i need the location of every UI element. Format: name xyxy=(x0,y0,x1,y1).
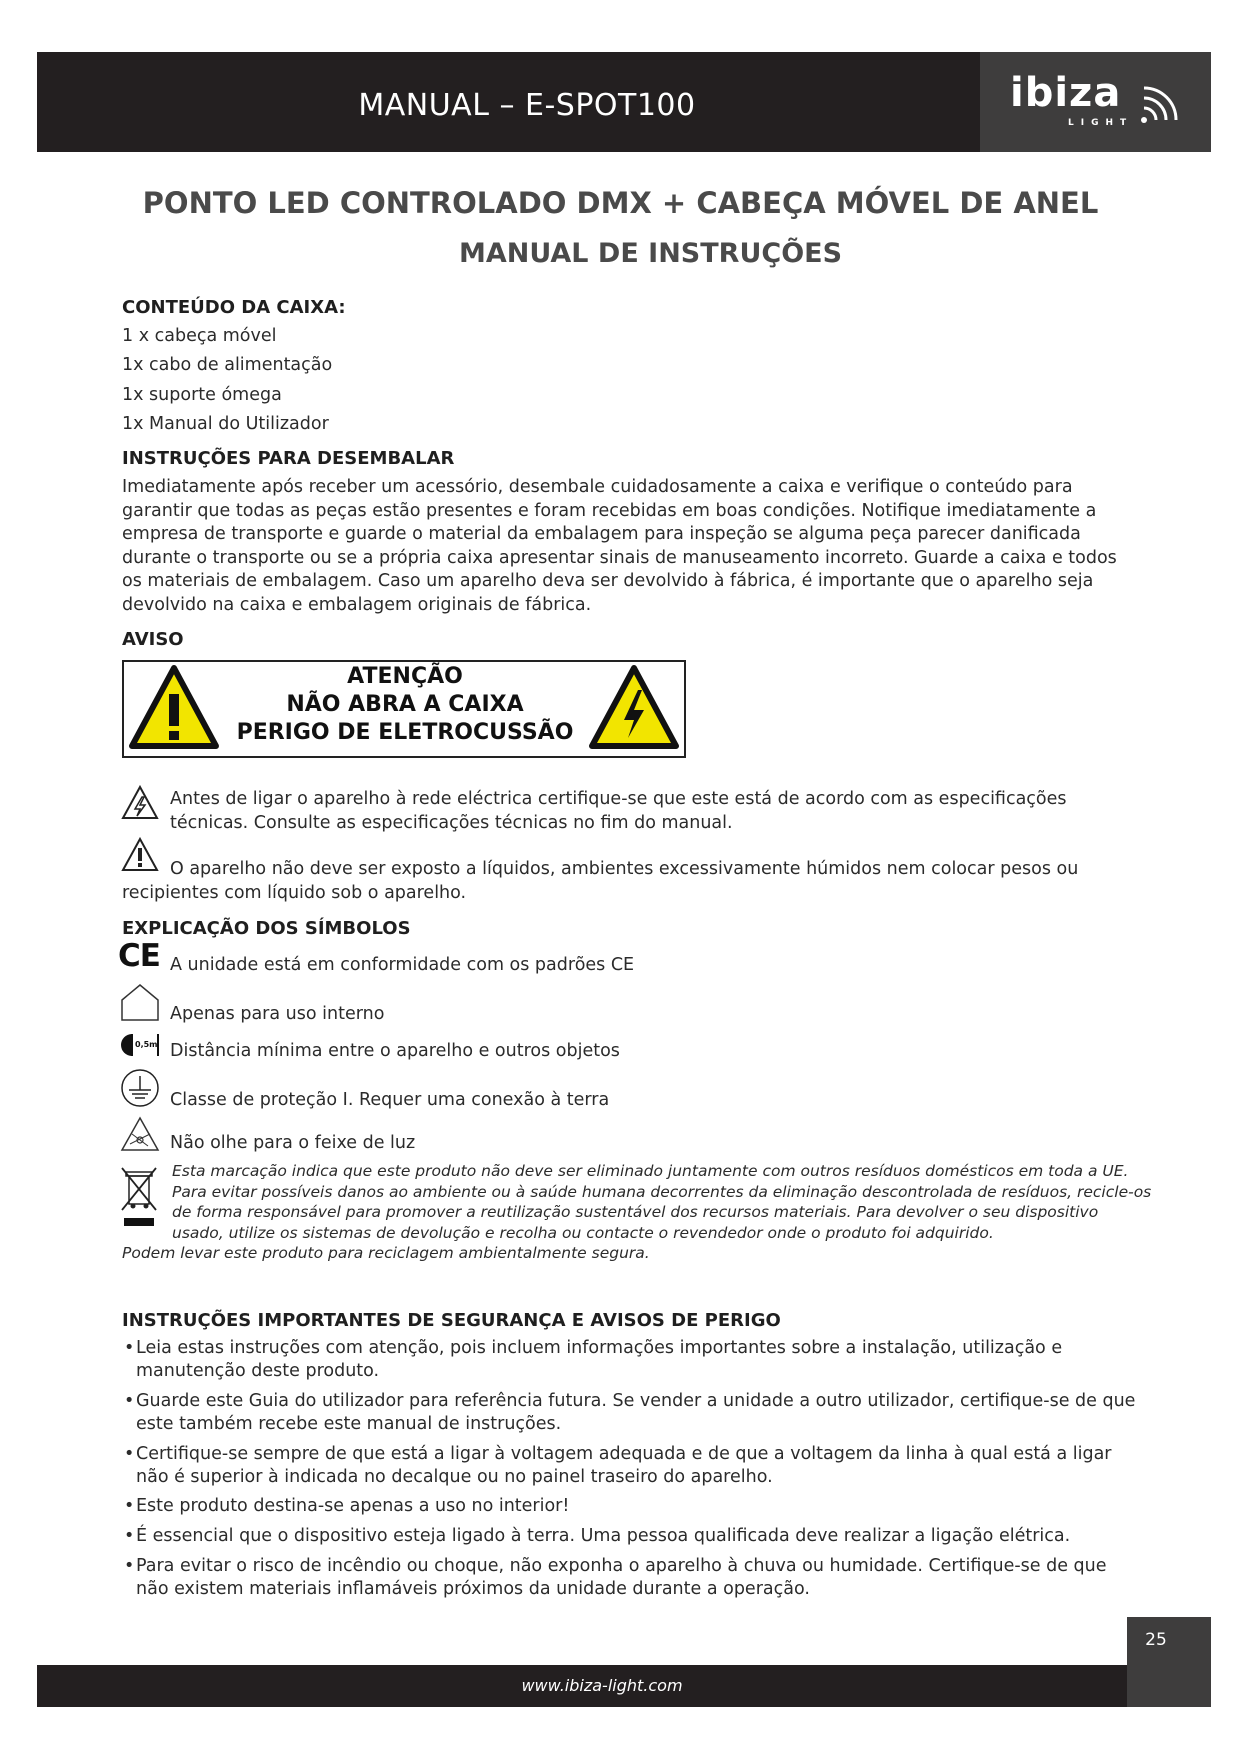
exclamation-warning-icon xyxy=(126,662,222,754)
distance-label: 0,5m xyxy=(135,1040,158,1049)
symbols-heading: EXPLICAÇÃO DOS SÍMBOLOS xyxy=(122,918,411,939)
warning-line: NÃO ABRA A CAIXA xyxy=(286,692,524,717)
electric-shock-warning-icon xyxy=(586,662,682,754)
unpacking-heading: INSTRUÇÕES PARA DESEMBALAR xyxy=(122,448,455,469)
laser-beam-warning-icon xyxy=(120,1116,160,1152)
warning-line: PERIGO DE ELETROCUSSÃO xyxy=(236,720,574,745)
warning-note-liquids: O aparelho não deve ser exposto a líquidos, ambientes excessivamente húmidos nem colocar pesos ou recipientes com líquido sob o aparelho. xyxy=(122,859,1079,903)
weee-bin-icon xyxy=(118,1164,160,1228)
safety-item-text: Leia estas instruções com atenção, pois incluem informações importantes sobre a instalação, utilização e manutenção deste produto. xyxy=(136,1338,1063,1381)
document-subtitle: MANUAL DE INSTRUÇÕES xyxy=(458,238,843,269)
bullet: • xyxy=(124,1556,135,1576)
symbol-description: Distância mínima entre o aparelho e outros objetos xyxy=(170,1041,620,1061)
indoor-house-icon xyxy=(120,982,160,1022)
weee-text-last: Podem levar este produto para reciclagem ambientalmente segura. xyxy=(122,1244,650,1262)
weee-text: Esta marcação indica que este produto não deve ser eliminado juntamente com outros resíduos domésticos em toda a UE. Para evitar possíveis danos ao ambiente ou à saúde humana decorrentes da eliminação descontrolada de resíduos, recicle-os de forma responsável para promover a reutilização sustentável dos recursos materiais. Para devolver o seu dispositivo usado, utilize os sistemas de devolução e recolha ou contacte o revendedor onde o produto foi adquirido. xyxy=(172,1162,1152,1242)
header-title: MANUAL – E-SPOT100 xyxy=(358,88,696,123)
brand-logo-text: ibiza xyxy=(1010,70,1122,116)
unpacking-text: Imediatamente após receber um acessório, desembale cuidadosamente a caixa e verifique o conteúdo para garantir que todas as peças estão presentes e foram recebidas em boas condições. Notifique imediatamente a empresa de transporte e guarde o material da embalagem para inspeção se alguma peça parecer danificada durante o transporte ou se a própria caixa apresentar sinais de manuseamento incorreto. Guarde a caixa e todos os materiais de embalagem. Caso um aparelho deva ser devolvido à fábrica, é importante que o aparelho seja devolvido na caixa e embalagem originais de fábrica. xyxy=(122,477,1117,615)
safety-item-text: Certifique-se sempre de que está a ligar à voltagem adequada e de que a voltagem da linha à qual está a ligar não é superior à indicada no decalque ou no painel traseiro do aparelho. xyxy=(136,1444,1112,1487)
symbol-description: Classe de proteção I. Requer uma conexão à terra xyxy=(170,1090,610,1110)
box-item: 1x Manual do Utilizador xyxy=(122,414,329,434)
symbol-description: Não olhe para o feixe de luz xyxy=(170,1133,416,1153)
safety-item xyxy=(124,1495,1144,1518)
warning-heading: AVISO xyxy=(122,629,184,650)
electric-hazard-icon xyxy=(120,784,160,822)
page-number: 25 xyxy=(1145,1630,1167,1650)
symbol-description: A unidade está em conformidade com os padrões CE xyxy=(170,955,635,975)
safety-item-text: É essencial que o dispositivo esteja ligado à terra. Uma pessoa qualificada deve realizar a ligação elétrica. xyxy=(136,1526,1071,1546)
safety-item xyxy=(124,1525,1144,1548)
bullet: • xyxy=(124,1526,135,1546)
box-item: 1x suporte ómega xyxy=(122,385,282,405)
bullet: • xyxy=(124,1391,135,1411)
brand-logo-subtext: LIGHT xyxy=(1068,118,1134,128)
symbol-description: Apenas para uso interno xyxy=(170,1004,385,1024)
wifi-waves-icon xyxy=(1138,86,1182,126)
safety-item-text: Para evitar o risco de incêndio ou choque, não exponha o aparelho à chuva ou humidade. Certifique-se de que não existem materiais inflamáveis próximos da unidade durante a operação. xyxy=(136,1556,1107,1599)
safety-heading: INSTRUÇÕES IMPORTANTES DE SEGURANÇA E AVISOS DE PERIGO xyxy=(122,1310,781,1331)
safety-item-text: Guarde este Guia do utilizador para referência futura. Se vender a unidade a outro utilizador, certifique-se de que este também recebe este manual de instruções. xyxy=(136,1391,1136,1434)
safety-item xyxy=(124,1443,1144,1489)
safety-item xyxy=(124,1390,1144,1436)
warning-note-electric: Antes de ligar o aparelho à rede eléctrica certifique-se que este está de acordo com as especificações técnicas. Consulte as especificações técnicas no fim do manual. xyxy=(170,789,1067,833)
bullet: • xyxy=(124,1496,135,1516)
footer-url: www.ibiza-light.com xyxy=(521,1676,683,1695)
safety-item xyxy=(124,1337,1144,1383)
bullet: • xyxy=(124,1338,135,1358)
ce-mark-icon: CE xyxy=(118,938,160,974)
safety-item xyxy=(124,1555,1144,1601)
ground-earth-icon xyxy=(120,1068,160,1108)
safety-item-text: Este produto destina-se apenas a uso no interior! xyxy=(136,1496,570,1516)
box-item: 1x cabo de alimentação xyxy=(122,355,333,375)
document-title: PONTO LED CONTROLADO DMX + CABEÇA MÓVEL DE ANEL xyxy=(142,186,1099,220)
box-contents-heading: CONTEÚDO DA CAIXA: xyxy=(122,297,346,318)
box-item: 1 x cabeça móvel xyxy=(122,326,277,346)
bullet: • xyxy=(124,1444,135,1464)
warning-line: ATENÇÃO xyxy=(347,664,463,689)
